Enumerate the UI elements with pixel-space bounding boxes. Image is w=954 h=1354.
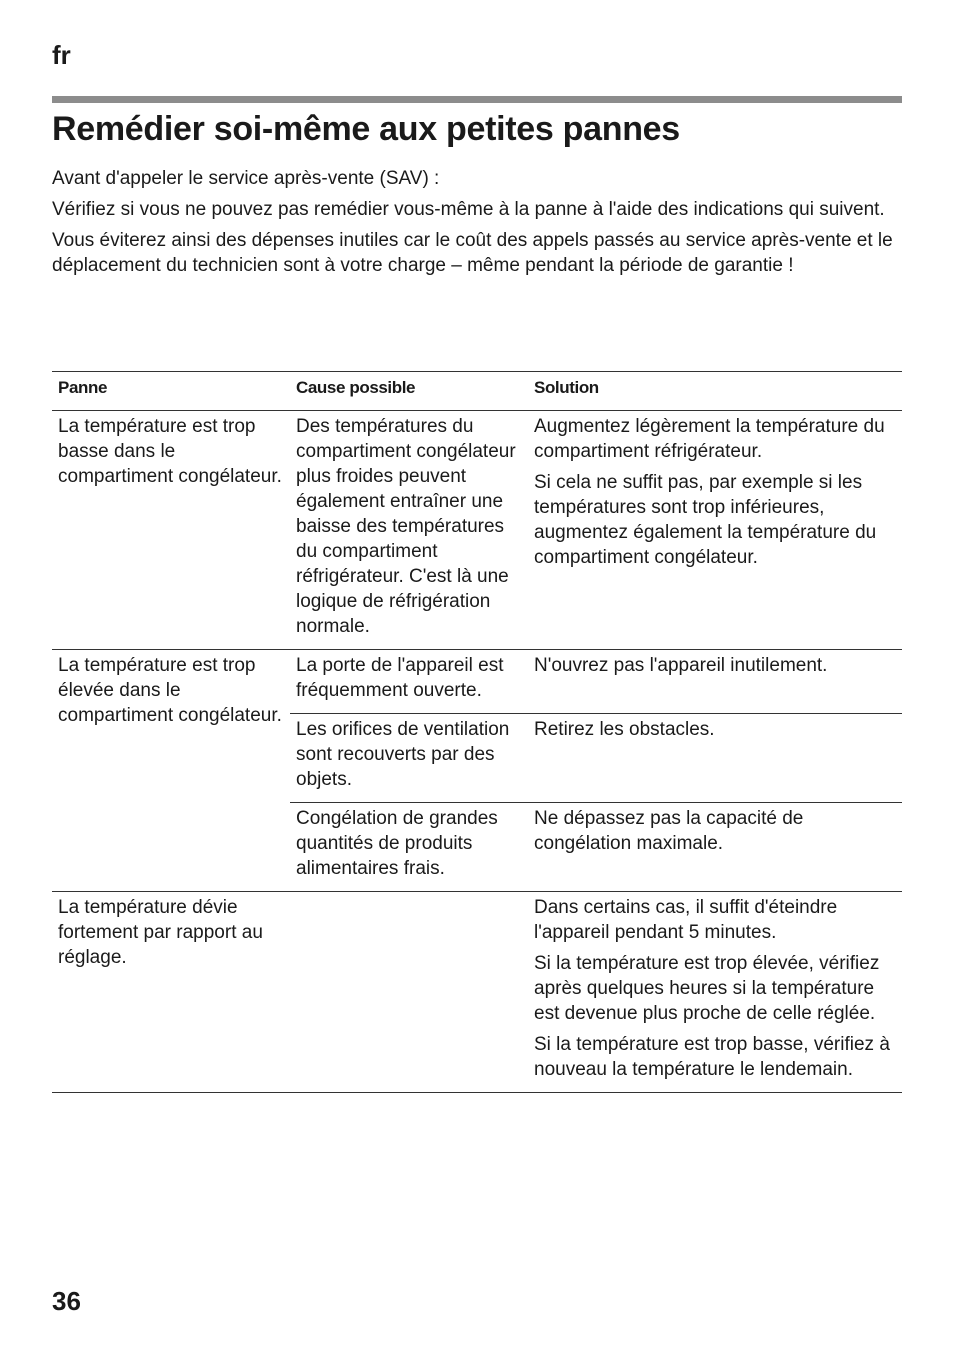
- intro-paragraph: Vous éviterez ainsi des dépenses inutiles car le coût des appels passés au service après-vente et le déplacement du technicien sont à votre charge – même pendant la période de garantie !: [52, 230, 893, 276]
- table-header-row: [52, 372, 902, 411]
- panne-cell: La température dévie fortement par rapport au réglage.: [52, 892, 290, 1093]
- panne-cell: La température est trop basse dans le compartiment congélateur.: [52, 411, 290, 650]
- solution-cell: [528, 714, 902, 803]
- troubleshooting-table: [52, 371, 902, 1093]
- solution-paragraph: N'ouvrez pas l'appareil inutilement.: [534, 655, 828, 676]
- cause-cell: La porte de l'appareil est fréquemment ouverte.: [290, 650, 528, 714]
- solution-cell: [528, 411, 902, 650]
- page-number: 36: [52, 1286, 81, 1316]
- header-rule: [52, 96, 902, 103]
- solution-cell: [528, 650, 902, 714]
- solution-cell: [528, 892, 902, 1093]
- intro-text: [52, 166, 902, 284]
- solution-paragraph: Ne dépassez pas la capacité de congélation maximale.: [534, 808, 804, 854]
- solution-paragraph: Si la température est trop élevée, vérifiez après quelques heures si la température est devenue plus proche de celle réglée.: [534, 953, 880, 1024]
- solution-cell: [528, 803, 902, 892]
- solution-paragraph: Si la température est trop basse, vérifiez à nouveau la température le lendemain.: [534, 1034, 890, 1080]
- solution-paragraph: Si cela ne suffit pas, par exemple si les températures sont trop inférieures, augmentez également la température du compartiment congélateur.: [534, 472, 877, 568]
- cause-cell: Les orifices de ventilation sont recouverts par des objets.: [290, 714, 528, 803]
- column-header-cause: Cause possible: [290, 372, 528, 411]
- cause-cell: Des températures du compartiment congélateur plus froides peuvent également entraîner une baisse des températures du compartiment réfrigérateur. C'est là une logique de réfrigération normale.: [290, 411, 528, 650]
- solution-paragraph: Retirez les obstacles.: [534, 719, 715, 740]
- column-header-solution: Solution: [528, 372, 902, 411]
- language-code: fr: [52, 40, 71, 70]
- cause-cell: Congélation de grandes quantités de produits alimentaires frais.: [290, 803, 528, 892]
- column-header-panne: Panne: [52, 372, 290, 411]
- page-title: Remédier soi-même aux petites pannes: [52, 110, 680, 148]
- cause-cell: [290, 892, 528, 1093]
- table-row: [52, 411, 902, 650]
- solution-paragraph: Dans certains cas, il suffit d'éteindre l'appareil pendant 5 minutes.: [534, 897, 838, 943]
- solution-paragraph: Augmentez légèrement la température du compartiment réfrigérateur.: [534, 416, 885, 462]
- table-row: [52, 650, 902, 714]
- intro-paragraph: Avant d'appeler le service après-vente (SAV) :: [52, 168, 440, 189]
- table-row: [52, 892, 902, 1093]
- panne-cell: La température est trop élevée dans le compartiment congélateur.: [52, 650, 290, 892]
- intro-paragraph: Vérifiez si vous ne pouvez pas remédier vous-même à la panne à l'aide des indications qui suivent.: [52, 199, 885, 220]
